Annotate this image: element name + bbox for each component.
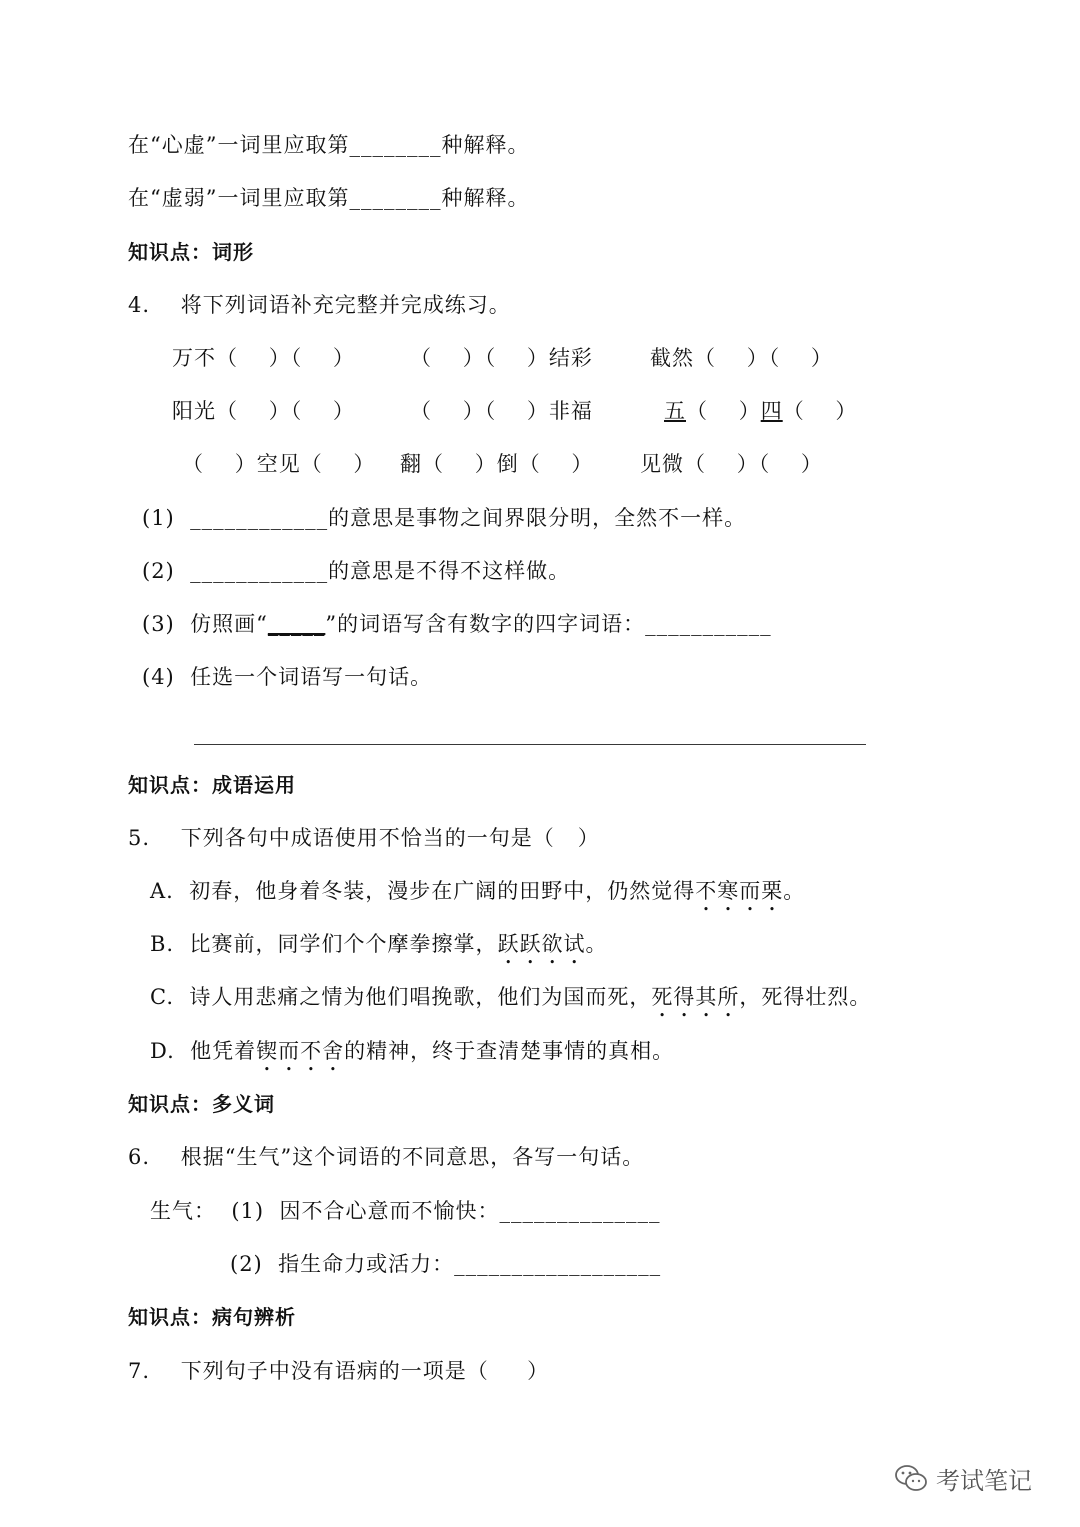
q4-sub3 [142,609,772,639]
answer-line: ________________________________________________________________ [194,721,866,745]
wechat-icon [894,1463,928,1493]
q4-sub3-pre: (3) 仿照画“ [142,612,268,636]
q4-row3-item3: 见微（ ）（ ） [640,452,823,476]
option-d-text: D. 他凭着 [150,1039,257,1063]
q4-row3-item1: （ ）空见（ ） [182,452,376,476]
question-4-stem: 4. 将下列词语补充完整并完成练习。 [128,293,511,317]
option-b-end: 。 [585,932,608,956]
q4-row2-item1: 阳光（ ）（ ） [172,399,355,423]
q4-sub2: (2) ____________的意思是不得不这样做。 [142,559,571,583]
q5-option-a [150,876,805,916]
q4-sub1: (1) ____________的意思是事物之间界限分明，全然不一样。 [142,506,747,530]
q4-row2-item2: （ ）（ ）非福 [410,399,593,423]
q4-sub4: (4) 任选一个词语写一句话。 [142,665,433,689]
q4-sub3-post: ”的词语写含有数字的四字词语：___________ [325,612,772,636]
q3-line-b: 在“虚弱”一词里应取第________种解释。 [128,186,530,210]
option-d-end: 的精神，终于查清楚事情的真相。 [344,1039,675,1063]
q3-line-a: 在“心虚”一词里应取第________种解释。 [128,133,530,157]
option-c-text: C. 诗人用悲痛之情为他们唱挽歌，他们为国而死， [150,985,652,1009]
q4-row2-blank1: （ ） [686,399,761,423]
q4-sub3-blank: _____ [267,611,326,636]
knowledge-point-heading: 知识点：病句辨析 [128,1305,296,1329]
option-a-idiom: 不寒而栗 [695,879,784,903]
option-d-idiom: 锲而不舍 [256,1039,345,1063]
knowledge-point-heading: 知识点：成语运用 [128,773,296,797]
knowledge-point-heading: 知识点：多义词 [128,1092,275,1116]
q5-option-c [150,982,871,1022]
q4-row1-item1: 万不（ ）（ ） [172,346,355,370]
q4-row3-item2: 翻（ ）倒（ ） [400,452,594,476]
q4-row2-blank2: （ ） [782,399,858,423]
question-6-stem: 6. 根据“生气”这个词语的不同意思，各写一句话。 [128,1145,645,1169]
option-b-idiom: 跃跃欲试 [497,932,586,956]
watermark-text: 考试笔记 [936,1466,1032,1495]
q6-meaning-1: 生气： (1) 因不合心意而不愉快：______________ [150,1199,661,1223]
q4-row2-item3 [664,396,857,426]
underlined-four: 四 [760,399,783,423]
q5-option-d [150,1036,674,1076]
knowledge-point-heading: 知识点：词形 [128,240,254,264]
option-b-text: B. 比赛前，同学们个个摩拳擦掌， [150,932,498,956]
option-c-idiom: 死得其所 [651,985,740,1009]
question-7-stem: 7. 下列句子中没有语病的一项是（ ） [128,1359,550,1383]
watermark [894,1458,1032,1498]
q4-row1-item2: （ ）（ ）结彩 [410,346,593,370]
question-5-stem: 5. 下列各句中成语使用不恰当的一句是（ ） [128,826,600,850]
option-c-end: ，死得壮烈。 [739,985,872,1009]
underlined-five: 五 [664,399,686,423]
option-a-text: A. 初春，他身着冬装，漫步在广阔的田野中，仍然觉得 [150,879,696,903]
option-a-end: 。 [783,879,806,903]
q5-option-b [150,929,607,969]
q4-row1-item3: 截然（ ）（ ） [650,346,833,370]
q6-meaning-2: (2) 指生命力或活力：__________________ [230,1252,662,1276]
